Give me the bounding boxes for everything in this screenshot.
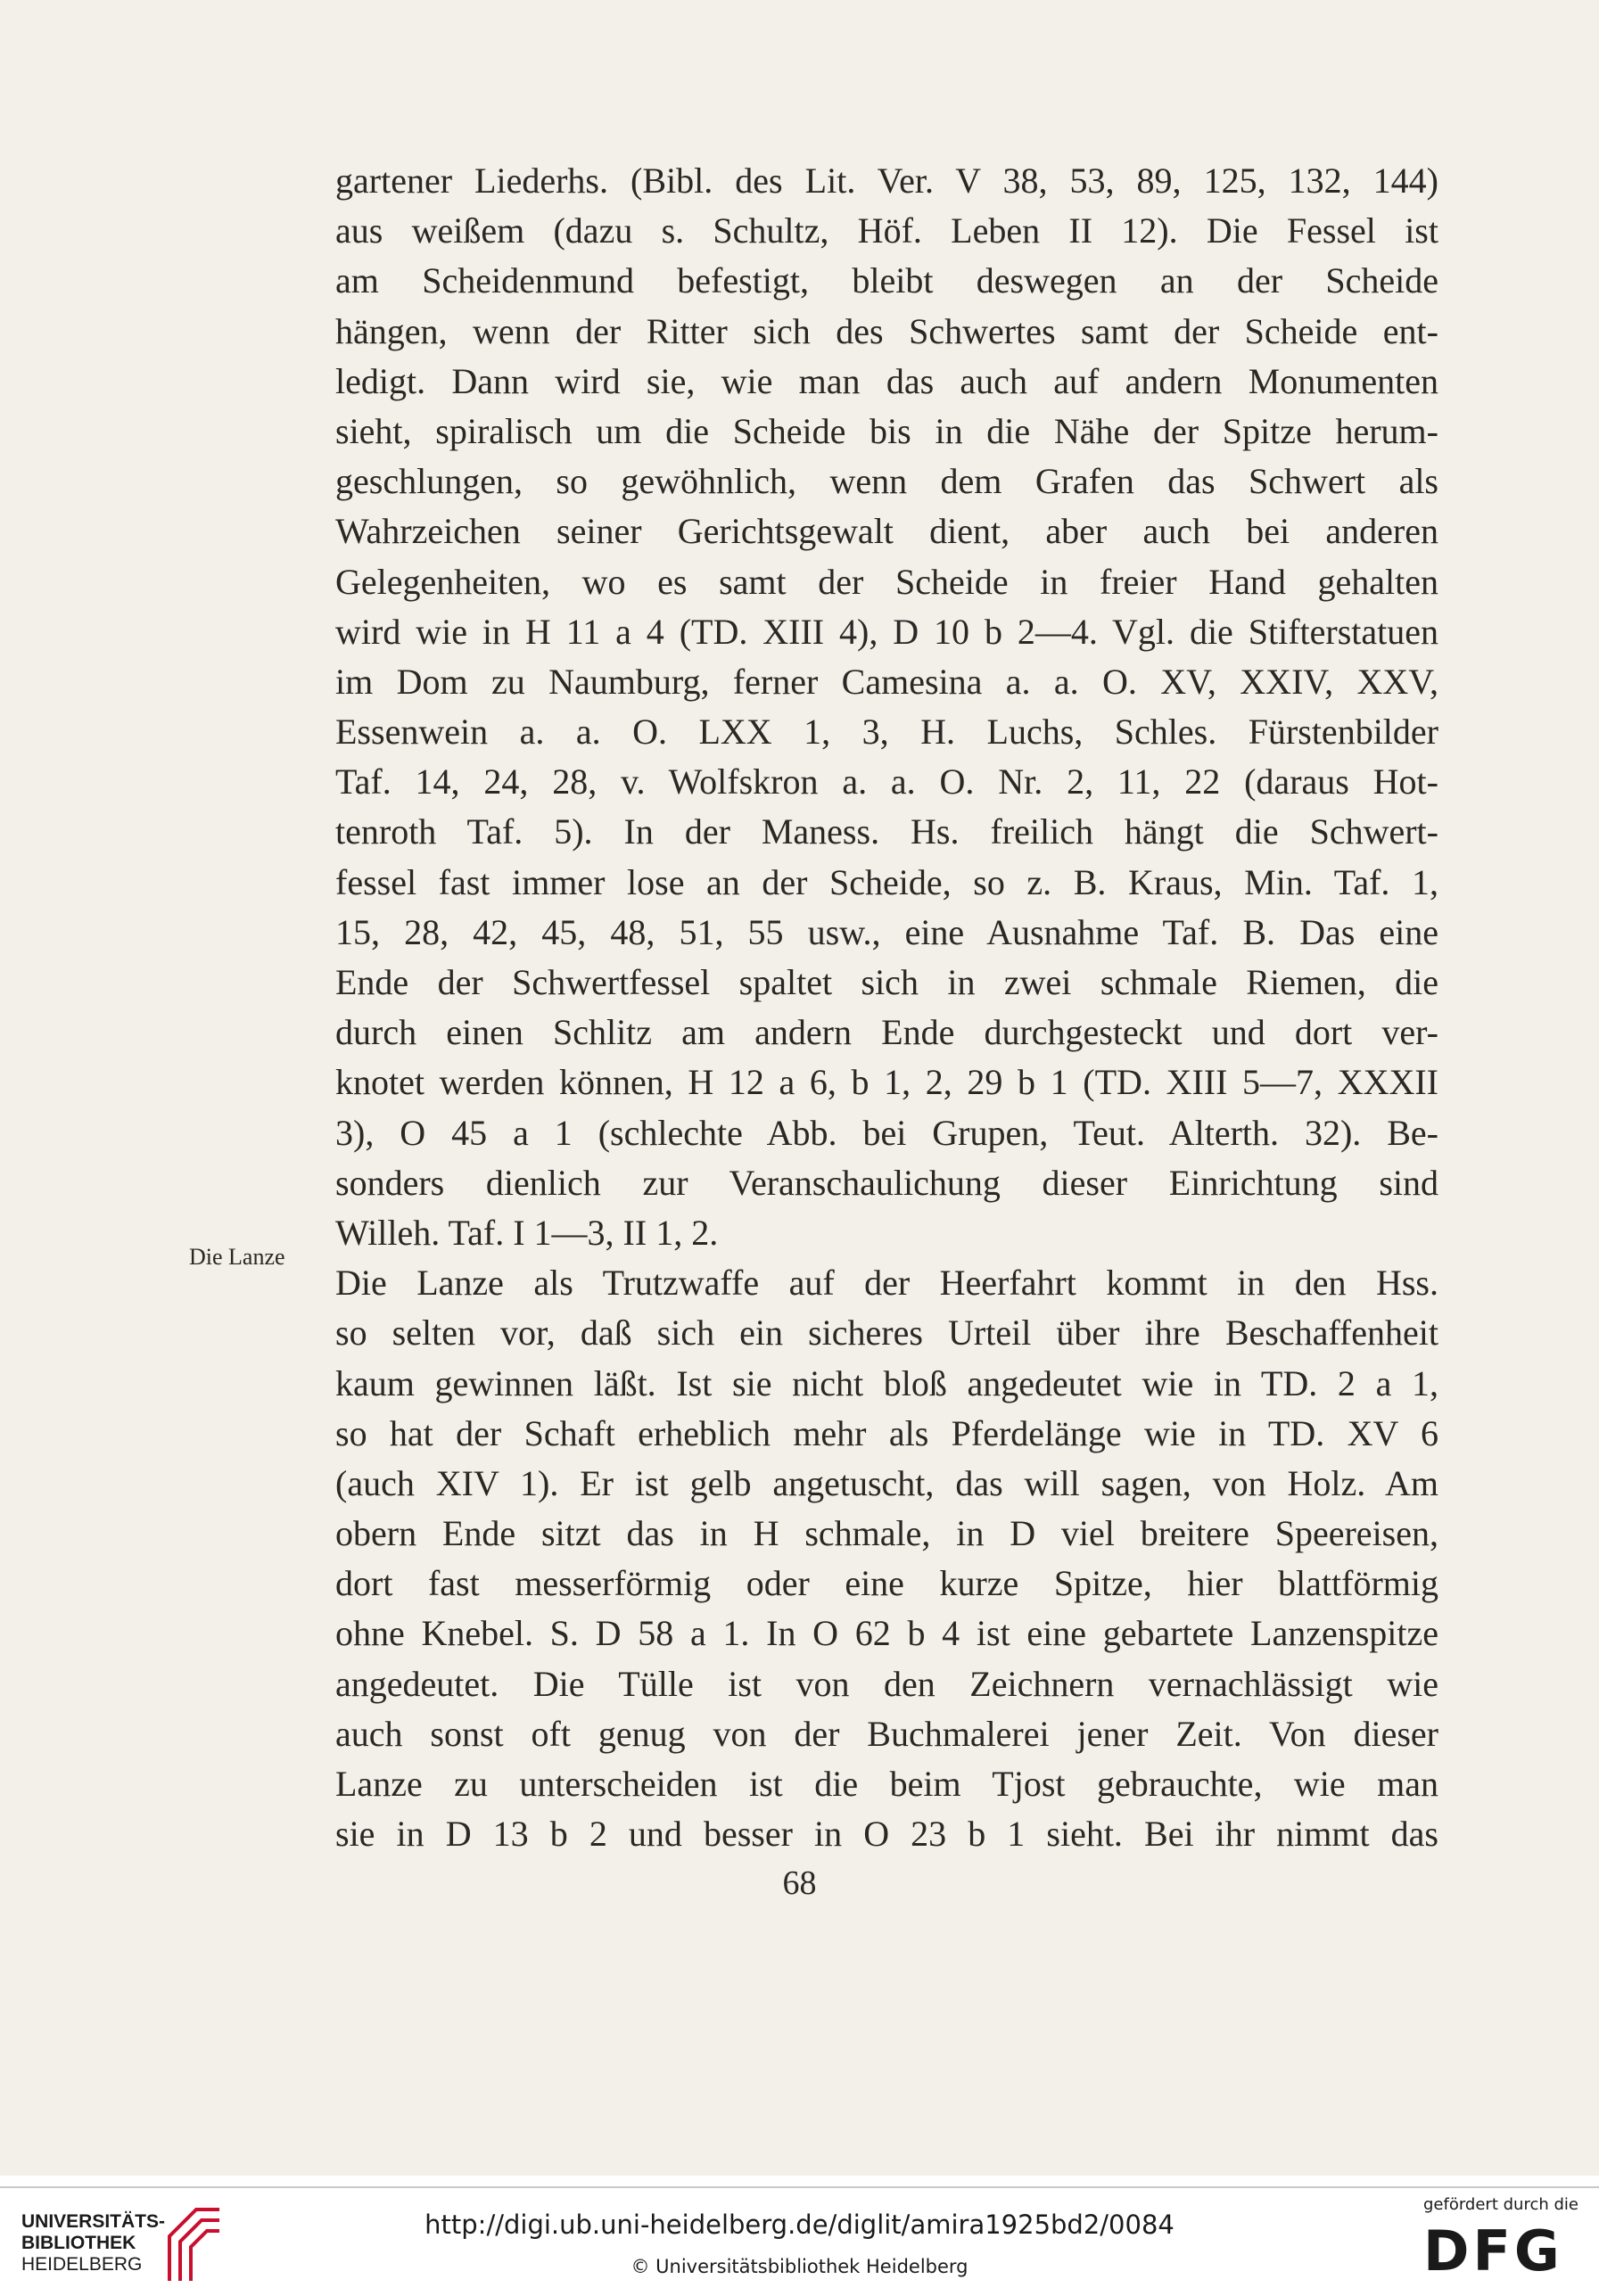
text-line: Willeh. Taf. I 1—3, II 1, 2. [335, 1212, 719, 1253]
permalink-url[interactable]: http://digi.ub.uni-heidelberg.de/diglit/amira1925bd2/0084 [424, 2210, 1175, 2240]
text-line: dort fast messerförmig oder eine kurze Spitze, hier blattförmig [335, 1563, 1438, 1604]
text-line: fessel fast immer lose an der Scheide, so z. B. Kraus, Min. Taf. 1, [335, 861, 1438, 902]
text-line: 15, 28, 42, 45, 48, 51, 55 usw., eine Ausnahme Taf. B. Das eine [335, 911, 1438, 952]
text-line: am Scheidenmund befestigt, bleibt deswegen an der Scheide [335, 260, 1438, 301]
text-line: sie in D 13 b 2 und besser in O 23 b 1 sieht. Bei ihr nimmt das [335, 1814, 1438, 1855]
text-line: auch sonst oft genug von der Buchmalerei jener Zeit. Von dieser [335, 1713, 1438, 1754]
text-line: ledigt. Dann wird sie, wie man das auch auf andern Monumenten [335, 360, 1438, 401]
text-line: aus weißem (dazu s. Schultz, Höf. Leben II 12). Die Fessel ist [335, 210, 1438, 251]
text-line: ohne Knebel. S. D 58 a 1. In O 62 b 4 ist eine gebartete Lanzenspitze [335, 1613, 1438, 1654]
text-line: so hat der Schaft erheblich mehr als Pferdelänge wie in TD. XV 6 [335, 1412, 1438, 1453]
text-line: wird wie in H 11 a 4 (TD. XIII 4), D 10 b 2—4. Vgl. die Stifterstatuen [335, 611, 1438, 652]
text-line: (auch XIV 1). Er ist gelb angetuscht, das will sagen, von Holz. Am [335, 1462, 1438, 1503]
text-line: obern Ende sitzt das in H schmale, in D viel breitere Speereisen, [335, 1513, 1438, 1554]
library-name-line: UNIVERSITÄTS- [21, 2211, 166, 2232]
library-name-line: BIBLIOTHEK [21, 2233, 136, 2253]
text-line: Gelegenheiten, wo es samt der Scheide in freier Hand gehalten [335, 561, 1438, 602]
text-line: 3), O 45 a 1 (schlechte Abb. bei Grupen, Teut. Alterth. 32). Be- [335, 1112, 1438, 1153]
text-line: knotet werden können, H 12 a 6, b 1, 2, 29 b 1 (TD. XIII 5—7, XXXII [335, 1062, 1438, 1103]
text-line: so selten vor, daß sich ein sicheres Urteil über ihre Beschaffenheit [335, 1313, 1438, 1354]
text-line: hängen, wenn der Ritter sich des Schwertes samt der Scheide ent- [335, 310, 1438, 351]
text-line: Essenwein a. a. O. LXX 1, 3, H. Luchs, Schles. Fürstenbilder [335, 712, 1438, 753]
text-line: im Dom zu Naumburg, ferner Camesina a. a. O. XV, XXIV, XXV, [335, 661, 1438, 702]
text-line: Taf. 14, 24, 28, v. Wolfskron a. a. O. Nr. 2, 11, 22 (daraus Hot- [335, 761, 1438, 802]
text-line: durch einen Schlitz am andern Ende durchgesteckt und dort ver- [335, 1012, 1438, 1053]
margin-note: Die Lanze [189, 1244, 285, 1270]
text-line: sieht, spiralisch um die Scheide bis in die Nähe der Spitze herum- [335, 410, 1438, 451]
text-line: Die Lanze als Trutzwaffe auf der Heerfahrt kommt in den Hss. [335, 1263, 1438, 1304]
text-line: angedeutet. Die Tülle ist von den Zeichnern vernachlässigt wie [335, 1663, 1438, 1704]
text-line: Wahrzeichen seiner Gerichtsgewalt dient, aber auch bei anderen [335, 511, 1438, 552]
page-number: 68 [782, 1864, 817, 1902]
dfg-logo-icon: DFG [1423, 2218, 1563, 2284]
footer-divider [0, 2186, 1599, 2188]
text-line: gartener Liederhs. (Bibl. des Lit. Ver. V 38, 53, 89, 125, 132, 144) [335, 160, 1438, 201]
funding-note: gefördert durch die [1423, 2195, 1578, 2214]
copyright-notice: © Universitätsbibliothek Heidelberg [631, 2256, 968, 2277]
text-line: Ende der Schwertfessel spaltet sich in zwei schmale Riemen, die [335, 962, 1438, 1002]
text-line: geschlungen, so gewöhnlich, wenn dem Grafen das Schwert als [335, 461, 1438, 502]
text-line: kaum gewinnen läßt. Ist sie nicht bloß angedeutet wie in TD. 2 a 1, [335, 1362, 1438, 1403]
text-line: sonders dienlich zur Veranschaulichung dieser Einrichtung sind [335, 1162, 1438, 1203]
library-name-line: HEIDELBERG [21, 2254, 143, 2275]
text-line: Lanze zu unterscheiden ist die beim Tjost gebrauchte, wie man [335, 1764, 1438, 1804]
text-line: tenroth Taf. 5). In der Maness. Hs. freilich hängt die Schwert- [335, 811, 1438, 852]
body-text [335, 156, 1438, 1859]
